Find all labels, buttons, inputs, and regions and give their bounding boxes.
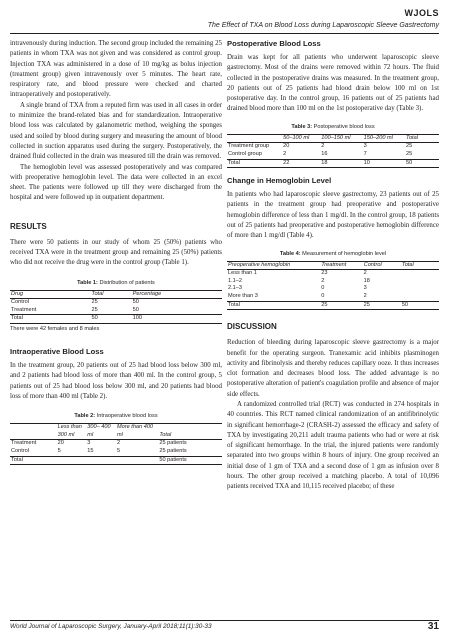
table-cell: 2 [116, 440, 121, 447]
table-cell: 50 [132, 299, 139, 306]
table-total-row [227, 159, 439, 168]
table-cell: 2 [363, 270, 367, 277]
table-cell: 25 [91, 299, 98, 306]
journal-citation: World Journal of Laparoscopic Surgery, January-April 2018;11(1):30-33 [10, 623, 212, 630]
table-cell: 3 [363, 285, 367, 292]
table-cell: 22 [282, 159, 320, 168]
table-cell: More than 3 [228, 293, 258, 300]
table-cell: Total [227, 159, 282, 168]
table-cell: 2.1–3 [228, 285, 242, 292]
paragraph: The hemoglobin level was assessed postoperatively and was compared with preoperative hemoglobin level. The data were collected in an excel sheet. The patients were followed up till they were discharged from the hospital and were followed up in outpatient department. [10, 163, 222, 202]
journal-brand: WJOLS [404, 8, 439, 18]
table-cell: 15 [87, 447, 94, 454]
table-cell [401, 278, 439, 286]
table-label: Table 3: [291, 123, 313, 130]
intraop-heading: Intraoperative Blood Loss [10, 347, 104, 357]
table-row [227, 278, 439, 286]
table-cell: 50 [401, 301, 439, 310]
table-caption-text: Measurement of hemoglobin level [302, 250, 387, 257]
table-cell: Treatment [11, 440, 37, 447]
table-cell: Control [11, 299, 30, 306]
table1-caption [10, 279, 222, 287]
table4-caption [227, 250, 439, 258]
table-cell [57, 456, 87, 465]
discussion-heading: DISCUSSION [227, 322, 277, 332]
table-cell [116, 456, 158, 465]
postop-heading: Postoperative Blood Loss [227, 39, 321, 48]
table-cell: 25 patients [159, 440, 187, 447]
column-header: 150–200 ml [363, 134, 405, 143]
column-header: Total [401, 261, 439, 270]
running-title: The Effect of TXA on Blood Loss during Laparoscopic Sleeve Gastrectomy [207, 22, 439, 29]
column-header: Preoperative hemoglobin [227, 261, 320, 270]
table-cell: Total [10, 456, 57, 465]
table-cell: 20 [283, 143, 290, 150]
table-cell [401, 285, 439, 293]
column-header: Percentage [132, 290, 222, 299]
table-cell: 50 [91, 315, 132, 324]
table-label: Table 2: [74, 413, 96, 420]
table-cell: 50 [132, 306, 139, 313]
table-cell: 20 [57, 440, 64, 447]
table-cell: Control group [228, 150, 262, 157]
paragraph: In the treatment group, 20 patients out of 25 had blood loss below 300 ml, and 2 patients had blood loss of more than 400 ml. In the control group, 5 patients out of 25 had blood loss below 300 ml, and 20 patients had blood loss of more than 400 ml (Table 2). [10, 362, 222, 400]
table-cell: 0 [321, 285, 325, 292]
table-row [10, 440, 222, 448]
table3-postop-blood-loss [227, 134, 439, 168]
table-cell: 2 [283, 150, 287, 157]
table-cell: Treatment [11, 306, 37, 313]
table-cell: Total [10, 315, 91, 324]
table-total-row [10, 315, 222, 324]
table-row [227, 143, 439, 151]
column-header: Total [405, 134, 439, 143]
column-header: Less than 300 ml [57, 424, 87, 440]
left-column [10, 39, 222, 465]
column-header: Drug [10, 290, 91, 299]
table-caption-text: Postoperative blood loss [313, 123, 375, 130]
table-cell: 10 [363, 159, 405, 168]
table-row [10, 307, 222, 315]
table-cell: 25 [406, 143, 413, 150]
footer-rule [10, 620, 439, 621]
table-cell: 100 [132, 315, 222, 324]
table-cell [401, 293, 439, 301]
column-header: Control [363, 261, 401, 270]
table-cell: 5 [116, 447, 121, 454]
column-header: 50–100 ml [282, 134, 320, 143]
table-caption-text: Intraoperative blood loss [96, 413, 158, 420]
table-cell: 18 [363, 277, 370, 284]
table-row [227, 285, 439, 293]
table-caption-text: Distribution of patients [99, 279, 155, 286]
table-cell: 3 [363, 143, 367, 150]
table-cell [401, 270, 439, 278]
column-header [10, 424, 57, 440]
table-cell: Less than 1 [228, 270, 257, 277]
table-cell: 7 [363, 150, 367, 157]
table2-intraop-blood-loss [10, 423, 222, 465]
column-header: Total [158, 424, 222, 440]
table-total-row [227, 301, 439, 310]
table-cell: 18 [320, 159, 362, 168]
table-row [227, 270, 439, 278]
header-rule [10, 33, 439, 34]
column-header: 100–150 ml [320, 134, 362, 143]
table-cell: 16 [321, 150, 328, 157]
table-row [227, 293, 439, 301]
table-row [10, 299, 222, 307]
paragraph: Reduction of bleeding during laparoscopic sleeve gastrectomy is a major benefit for the operating surgeon. Tranexamic acid inhibits plasminogen activity and fibrinolysis and thereby reduces capillary ooze. It thus increases clot formation and decreases blood loss. The added advantage is no postoperative alteration of patient's coagulation profile and absence of major side effects. [227, 339, 439, 398]
right-column [227, 39, 439, 493]
table-cell: Control [11, 447, 30, 454]
column-header: 300– 400 ml [86, 424, 116, 440]
table-cell: 25 [363, 301, 401, 310]
table2-caption [10, 412, 222, 420]
table-cell: 25 [406, 150, 413, 157]
table4-hemoglobin [227, 261, 439, 311]
column-header: Total [91, 290, 132, 299]
table-cell: 2 [321, 277, 325, 284]
table-cell: 1.1–2 [228, 277, 242, 284]
table-cell: 5 [57, 447, 61, 454]
table-cell: Total [227, 301, 320, 310]
paragraph: Drain was kept for all patients who underwent laparoscopic sleeve gastrectomy. Most of the drains were removed within 72 hours. The fluid collected in the postoperative drains was measured. In the treatment group, 20 patients out of 25 patients had blood drain below 100 ml on 1st postoperative day. In the control group, 16 patients out of 25 patients had drained blood more than 100 ml on the 1st postoperative day (Table 3). [227, 54, 439, 113]
table-cell: Treatment group [228, 143, 270, 150]
table-cell: 23 [321, 270, 328, 277]
table-row [227, 151, 439, 159]
table-cell: 2 [321, 143, 325, 150]
column-header: Treatment [320, 261, 362, 270]
column-header [227, 134, 282, 143]
paragraph: A single brand of TXA from a reputed firm was used in all cases in order to minimize the brand-related bias and for standardization. Intraoperative blood loss was calculated by galanometric method, weighing the sponges used and soiled by blood during surgery and measuring the amount of blood collected in suction apparatus used during the surgery. Postoperatively, the drained fluid collected in the drain was measured till the drain was removed. [10, 101, 222, 161]
table1-distribution [10, 290, 222, 324]
table-cell: 50 [405, 159, 439, 168]
paragraph: A randomized controlled trial (RCT) was conducted in 274 hospitals in 40 countries. This RCT named clinical randomization of an antifibrinolytic in significant hemorrhage-2 (CRASH-2) assessed the efficacy and safety of TXA by investigating 20,211 adult trauma patients who had or were at risk of significant hemorrhage. In the trial, the injured patients were randomly separated into two groups within 8 hours of injury. One group received an initial dose of 1 gm of TXA and a second dose of 1 gm as infusion over 8 hours. The other group received a matching placebo. A total of 10,096 patients received TXA and 10,115 received placebo; of these [227, 400, 439, 491]
table-label: Table 4: [279, 250, 301, 257]
table-cell: 50 patients [158, 456, 222, 465]
paragraph: intravenously during induction. The second group included the remaining 25 patients in whom TXA was not given and was considered as control group. Injection TXA was administered in a dose of 10 mg/kg as bolus injection (treatment group) given intravenously over 5 minutes. The heart rate, respiratory rate, and blood pressure were checked and charted intraoperatively and postoperatively. [10, 40, 222, 99]
results-heading: RESULTS [10, 221, 47, 231]
table1-note: There were 42 females and 8 males [10, 326, 100, 333]
table-cell: 0 [321, 293, 325, 300]
table-label: Table 1: [77, 279, 98, 286]
paragraph: There were 50 patients in our study of whom 25 (50%) patients who received TXA were in the treatment group and remaining 25 (50%) patients who did not receive the drug were in the control group (Table 1). [10, 238, 222, 267]
table-cell: 25 [91, 306, 98, 313]
table-cell: 3 [87, 440, 91, 447]
table-cell [86, 456, 116, 465]
table-row [10, 448, 222, 456]
column-header: More than 400 ml [116, 424, 158, 440]
hemoglobin-heading: Change in Hemoglobin Level [227, 176, 332, 186]
paragraph: In patients who had laparoscopic sleeve gastrectomy, 23 patients out of 25 patients in the treatment group had preoperative and postoperative hemoglobin difference of less than 1 mg/dl. In the control group, 18 patients out of 25 patients had preoperative and postoperative hemoglobin difference of more than 1 mg/dl (Table 4). [227, 191, 439, 240]
table-cell: 25 patients [159, 447, 187, 454]
table-cell: 25 [320, 301, 362, 310]
table-total-row [10, 456, 222, 465]
table-cell: 2 [363, 293, 367, 300]
table3-caption [227, 123, 439, 131]
page-number: 31 [427, 621, 439, 632]
